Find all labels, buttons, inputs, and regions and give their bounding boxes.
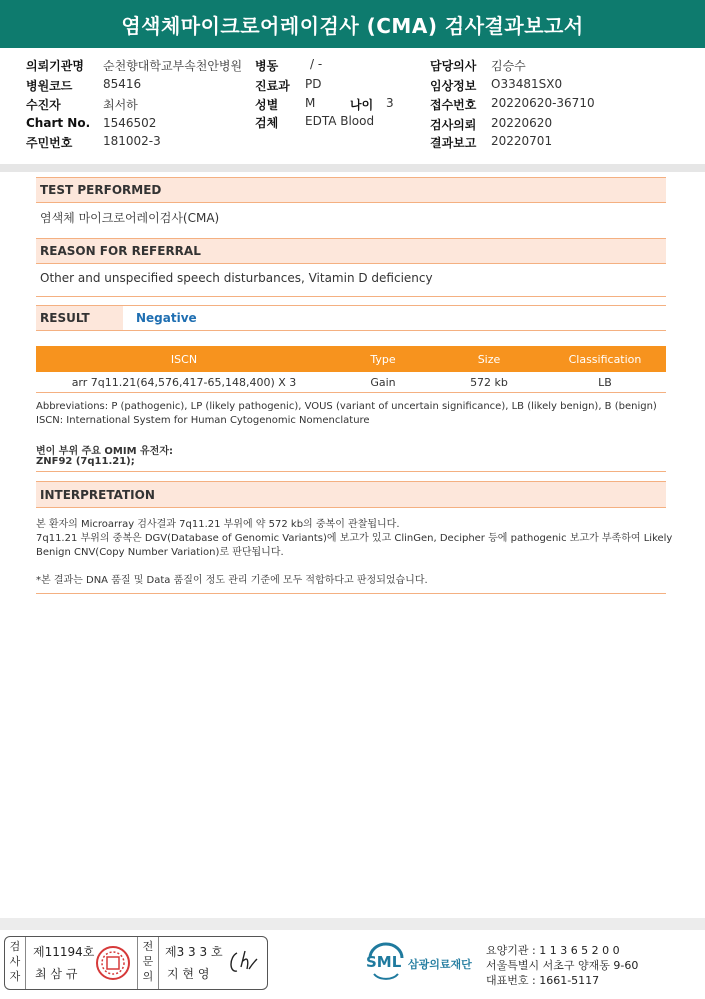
value-clinical-info: O33481SX0	[491, 77, 563, 91]
value-chart-no: 1546502	[103, 116, 157, 130]
abbreviations-line2: ISCN: International System for Human Cytogenomic Nomenclature	[36, 415, 370, 426]
sml-logo	[364, 940, 408, 984]
signature-icon	[227, 947, 263, 977]
value-ward: / -	[310, 57, 323, 71]
test-performed-body: 염색체 마이크로어레이검사(CMA)	[40, 211, 220, 225]
label-age: 나이	[350, 98, 374, 112]
cell-type: Gain	[370, 375, 396, 389]
sml-logo-text: SML	[366, 953, 402, 971]
value-doctor: 김승수	[491, 59, 526, 73]
footer-divider	[0, 918, 705, 930]
label-sex: 성별	[255, 98, 279, 112]
omim-genes: ZNF92 (7q11.21);	[36, 456, 135, 467]
col-iscn: ISCN	[170, 352, 198, 366]
inspector-license: 제11194호	[33, 945, 95, 959]
col-size: Size	[477, 352, 501, 366]
label-hospital-code: 병원코드	[26, 79, 73, 93]
patient-header	[0, 48, 705, 165]
label-specimen: 검체	[255, 116, 279, 130]
quality-note: *본 결과는 DNA 품질 및 Data 품질이 정도 관리 기준에 모두 적합하다고 판정되었습니다.	[36, 575, 428, 586]
cell-size: 572 kb	[470, 375, 508, 389]
interpretation-line2: 7q11.21 부위의 중복은 DGV(Database of Genomic Variants)에 보고가 있고 ClinGen, Decipher 등에 pathogenic 보고가 부족하여 Likely	[36, 533, 673, 544]
specialist-license: 제3 3 3 호	[165, 945, 223, 959]
cell-iscn: arr 7q11.21(64,576,417-65,148,400) X 3	[71, 375, 297, 389]
reason-body: Other and unspecified speech disturbances, Vitamin D deficiency	[40, 271, 433, 285]
org-name: 삼광의료재단	[408, 958, 472, 971]
omim-rule	[36, 471, 666, 472]
value-request-date: 20220620	[491, 116, 553, 130]
value-receipt-no: 20220620-36710	[491, 96, 595, 110]
col-classification: Classification	[568, 352, 642, 366]
result-value: Negative	[123, 306, 666, 330]
header-divider	[0, 164, 705, 172]
label-report-date: 결과보고	[430, 136, 477, 150]
label-ward: 병동	[255, 59, 279, 73]
signature-box	[4, 936, 268, 990]
interpretation-line3: Benign CNV(Copy Number Variation)로 판단됩니다.	[36, 547, 284, 558]
label-request-date: 검사의뢰	[430, 118, 477, 132]
value-sex: M	[305, 96, 316, 110]
col-type: Type	[370, 352, 396, 366]
section-reason-heading: REASON FOR REFERRAL	[36, 238, 666, 264]
value-department: PD	[305, 77, 322, 91]
stamp-divider	[158, 937, 159, 989]
value-specimen: EDTA Blood	[305, 114, 375, 128]
label-chart-no: Chart No.	[26, 116, 91, 130]
label-clinical-info: 임상정보	[430, 79, 477, 93]
inspector-name: 최 삼 규	[35, 967, 78, 981]
report-title: 염색체마이크로어레이검사 (CMA) 검사결과보고서	[0, 0, 705, 48]
inspector-seal-icon	[95, 945, 131, 981]
label-institution: 의뢰기관명	[26, 59, 84, 73]
cell-classification: LB	[598, 375, 612, 389]
result-row	[36, 305, 666, 331]
table-row	[36, 372, 666, 393]
section-test-performed-heading: TEST PERFORMED	[36, 177, 666, 203]
interpretation-line1: 본 환자의 Microarray 검사결과 7q11.21 부위에 약 572 kb의 중복이 관찰됩니다.	[36, 519, 400, 530]
label-doctor: 담당의사	[430, 59, 477, 73]
value-institution: 순천향대학교부속천안병원	[103, 59, 243, 73]
section-interpretation-heading: INTERPRETATION	[36, 481, 666, 508]
specialist-role: 전문의	[142, 940, 154, 983]
phone: 대표번호 : 1661-5117	[486, 974, 600, 987]
label-patient: 수진자	[26, 98, 61, 112]
label-resident-no: 주민번호	[26, 136, 73, 150]
value-report-date: 20220701	[491, 134, 553, 148]
inspector-role: 검사자	[9, 940, 21, 983]
result-label: RESULT	[40, 311, 90, 325]
address: 서울특별시 서초구 양재동 9-60	[486, 959, 639, 972]
reason-rule	[36, 296, 666, 297]
value-resident-no: 181002-3	[103, 134, 161, 148]
cnv-table-header	[36, 346, 666, 372]
label-department: 진료과	[255, 79, 290, 93]
stamp-divider	[25, 937, 26, 989]
interpretation-rule	[36, 593, 666, 594]
value-patient: 최서하	[103, 98, 138, 112]
agency-code: 요양기관 : 1 1 3 6 5 2 0 0	[486, 944, 620, 957]
specialist-name: 지 현 영	[167, 967, 210, 981]
value-hospital-code: 85416	[103, 77, 142, 91]
omim-label: 변이 부위 주요 OMIM 유전자:	[36, 446, 173, 457]
stamp-divider	[137, 937, 138, 989]
label-receipt-no: 접수번호	[430, 98, 477, 112]
value-age: 3	[386, 96, 394, 110]
abbreviations-line1: Abbreviations: P (pathogenic), LP (likely pathogenic), VOUS (variant of uncertain significance), LB (likely benign), B (benign)	[36, 401, 657, 412]
